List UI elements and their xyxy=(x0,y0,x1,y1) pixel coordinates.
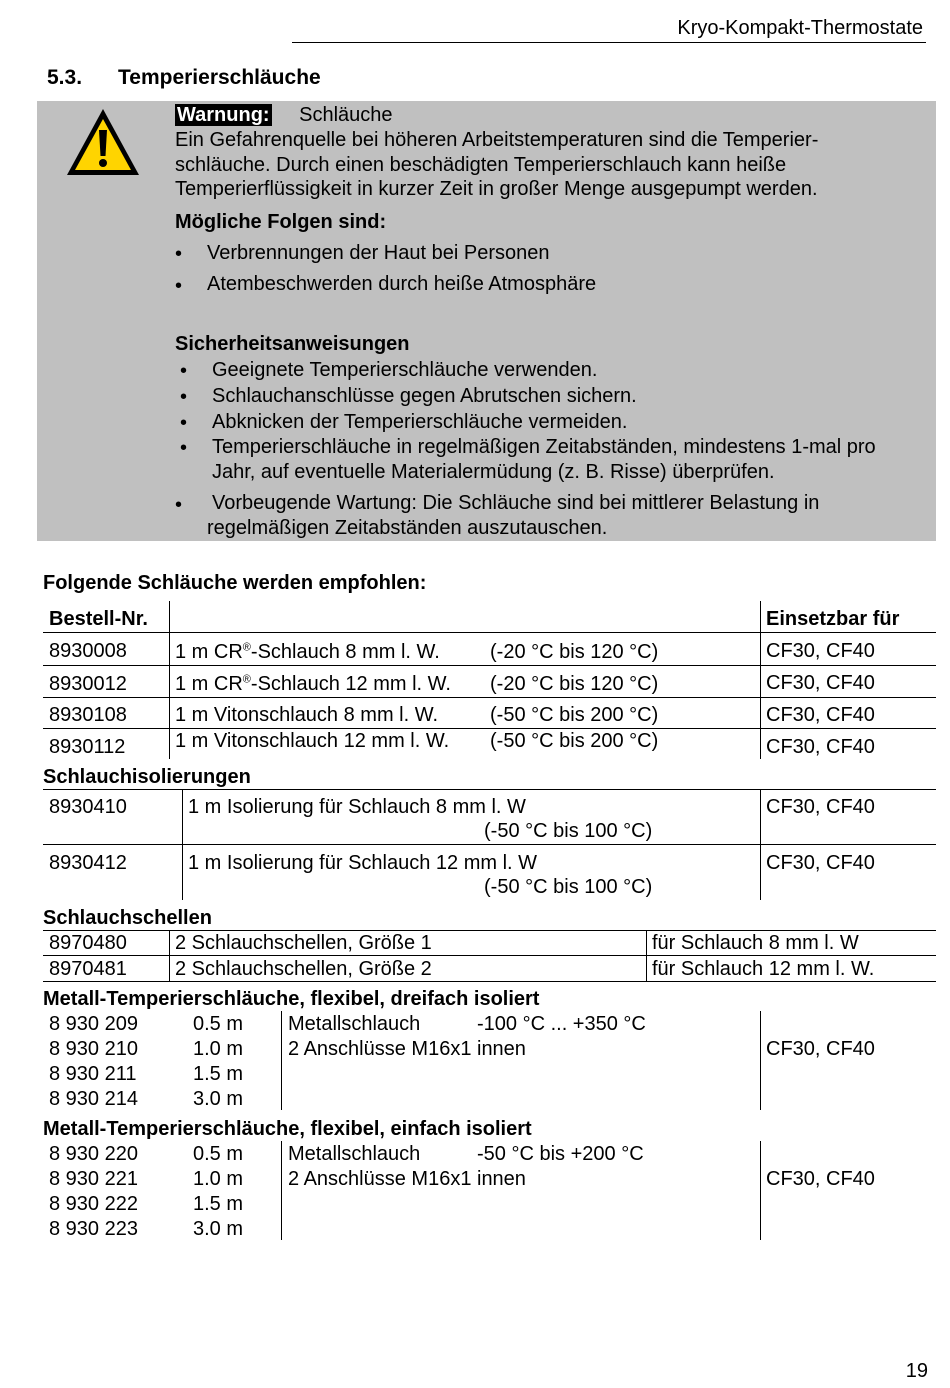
insulation-heading: Schlauchisolierungen xyxy=(43,766,251,788)
table-cell-usable-for: für Schlauch 12 mm l. W. xyxy=(652,958,875,980)
table-cell-order-no: 8 930 221 xyxy=(49,1168,138,1190)
table-cell-usable-for: CF30, CF40 xyxy=(766,796,875,818)
warning-body-line: Ein Gefahrenquelle bei höheren Arbeitstemperaturen sind die Temperier- xyxy=(175,129,819,151)
table-cell-usable-for: CF30, CF40 xyxy=(766,852,875,874)
header-rule xyxy=(292,42,926,43)
col-header-usable-for: Einsetzbar für xyxy=(766,608,900,630)
table-cell-usable-for: CF30, CF40 xyxy=(766,1038,875,1060)
table-cell-description: 1 m CR®-Schlauch 12 mm l. W. xyxy=(175,673,451,695)
table-cell-description: Metallschlauch xyxy=(288,1013,421,1035)
table-cell-temp-range: (-50 °C bis 100 °C) xyxy=(484,820,653,842)
table-cell-usable-for: CF30, CF40 xyxy=(766,672,875,694)
warning-subject: Schläuche xyxy=(299,104,393,126)
warning-body-line: Temperierflüssigkeit in kurzer Zeit in großer Menge ausgepumpt werden. xyxy=(175,178,818,200)
table-cell-description: 1 m Vitonschlauch 12 mm l. W. xyxy=(175,730,450,752)
section-number: 5.3. xyxy=(47,66,83,89)
table-cell-temp-range: (-20 °C bis 120 °C) xyxy=(490,641,659,663)
table-cell-order-no: 8 930 220 xyxy=(49,1143,138,1165)
table-cell-temp-range: (-20 °C bis 120 °C) xyxy=(490,673,659,695)
table-cell-length: 0.5 m xyxy=(193,1013,244,1035)
table-cell-temp-range: (-50 °C bis 200 °C) xyxy=(490,730,659,752)
running-header: Kryo-Kompakt-Thermostate xyxy=(677,17,923,39)
table-cell-order-no: 8970480 xyxy=(49,932,127,954)
recommended-heading: Folgende Schläuche werden empfohlen: xyxy=(43,572,427,594)
table-cell-description: 2 Schlauchschellen, Größe 2 xyxy=(175,958,432,980)
consequence-item: Verbrennungen der Haut bei Personen xyxy=(207,242,550,264)
bullet-icon: • xyxy=(175,494,183,516)
table-cell-description: 1 m Vitonschlauch 8 mm l. W. xyxy=(175,704,439,726)
safety-heading: Sicherheitsanweisungen xyxy=(175,333,410,355)
safety-item-continuation: Jahr, auf eventuelle Materialermüdung (z. B. Risse) überprüfen. xyxy=(212,461,775,483)
table-cell-order-no: 8930412 xyxy=(49,852,127,874)
table-cell-usable-for: für Schlauch 8 mm l. W xyxy=(652,932,859,954)
table-cell-order-no: 8930012 xyxy=(49,673,127,695)
bullet-icon: • xyxy=(180,412,188,434)
table-cell-length: 0.5 m xyxy=(193,1143,244,1165)
bullet-icon: • xyxy=(175,243,183,265)
safety-item: Abknicken der Temperierschläuche vermeiden. xyxy=(212,411,628,433)
metal-triple-heading: Metall-Temperierschläuche, flexibel, dreifach isoliert xyxy=(43,988,540,1010)
table-cell-temp-range: -50 °C bis +200 °C xyxy=(477,1143,644,1165)
table-cell-length: 3.0 m xyxy=(193,1088,244,1110)
section-title: Temperierschläuche xyxy=(118,66,321,89)
table-cell-order-no: 8 930 210 xyxy=(49,1038,138,1060)
table-cell-order-no: 8970481 xyxy=(49,958,127,980)
bullet-icon: • xyxy=(180,360,188,382)
table-cell-description: Metallschlauch xyxy=(288,1143,421,1165)
table-cell-usable-for: CF30, CF40 xyxy=(766,1168,875,1190)
table-cell-order-no: 8 930 223 xyxy=(49,1218,138,1240)
warning-triangle-icon xyxy=(64,106,142,178)
table-cell-length: 1.5 m xyxy=(193,1193,244,1215)
metal-single-heading: Metall-Temperierschläuche, flexibel, einfach isoliert xyxy=(43,1118,532,1140)
table-cell-usable-for: CF30, CF40 xyxy=(766,704,875,726)
safety-item: Vorbeugende Wartung: Die Schläuche sind bei mittlerer Belastung in xyxy=(212,492,820,514)
table-cell-description: 2 Schlauchschellen, Größe 1 xyxy=(175,932,432,954)
col-header-order-no: Bestell-Nr. xyxy=(49,608,148,630)
table-cell-length: 1.0 m xyxy=(193,1168,244,1190)
table-cell-order-no: 8930008 xyxy=(49,640,127,662)
table-cell-temp-range: (-50 °C bis 200 °C) xyxy=(490,704,659,726)
table-cell-description: 2 Anschlüsse M16x1 innen xyxy=(288,1038,526,1060)
consequence-item: Atembeschwerden durch heiße Atmosphäre xyxy=(207,273,597,295)
bullet-icon: • xyxy=(175,275,183,297)
table-cell-order-no: 8930112 xyxy=(49,736,126,758)
table-cell-order-no: 8930108 xyxy=(49,704,127,726)
warning-body-line: schläuche. Durch einen beschädigten Temperierschlauch kann heiße xyxy=(175,154,787,176)
table-cell-temp-range: -100 °C ... +350 °C xyxy=(477,1013,646,1035)
warning-label: Warnung: xyxy=(177,104,270,126)
table-cell-order-no: 8 930 222 xyxy=(49,1193,138,1215)
table-cell-description: 1 m CR®-Schlauch 8 mm l. W. xyxy=(175,641,440,663)
table-cell-order-no: 8 930 214 xyxy=(49,1088,138,1110)
table-cell-order-no: 8 930 209 xyxy=(49,1013,138,1035)
table-cell-description: 1 m Isolierung für Schlauch 8 mm l. W xyxy=(188,796,526,818)
consequences-heading: Mögliche Folgen sind: xyxy=(175,211,387,233)
bullet-icon: • xyxy=(180,437,188,459)
table-cell-usable-for: CF30, CF40 xyxy=(766,736,875,758)
table-cell-length: 1.0 m xyxy=(193,1038,244,1060)
table-cell-length: 1.5 m xyxy=(193,1063,244,1085)
table-cell-length: 3.0 m xyxy=(193,1218,244,1240)
safety-item-continuation: regelmäßigen Zeitabständen auszutauschen. xyxy=(207,517,608,539)
table-cell-temp-range: (-50 °C bis 100 °C) xyxy=(484,876,653,898)
page-number: 19 xyxy=(905,1360,928,1382)
table-cell-description: 1 m Isolierung für Schlauch 12 mm l. W xyxy=(188,852,538,874)
table-cell-order-no: 8 930 211 xyxy=(49,1063,137,1085)
table-cell-usable-for: CF30, CF40 xyxy=(766,640,875,662)
table-cell-order-no: 8930410 xyxy=(49,796,127,818)
safety-item: Geeignete Temperierschläuche verwenden. xyxy=(212,359,598,381)
bullet-icon: • xyxy=(180,386,188,408)
table-cell-description: 2 Anschlüsse M16x1 innen xyxy=(288,1168,526,1190)
safety-item: Temperierschläuche in regelmäßigen Zeitabständen, mindestens 1-mal pro xyxy=(212,436,876,458)
clamps-heading: Schlauchschellen xyxy=(43,907,212,929)
safety-item: Schlauchanschlüsse gegen Abrutschen sichern. xyxy=(212,385,637,407)
